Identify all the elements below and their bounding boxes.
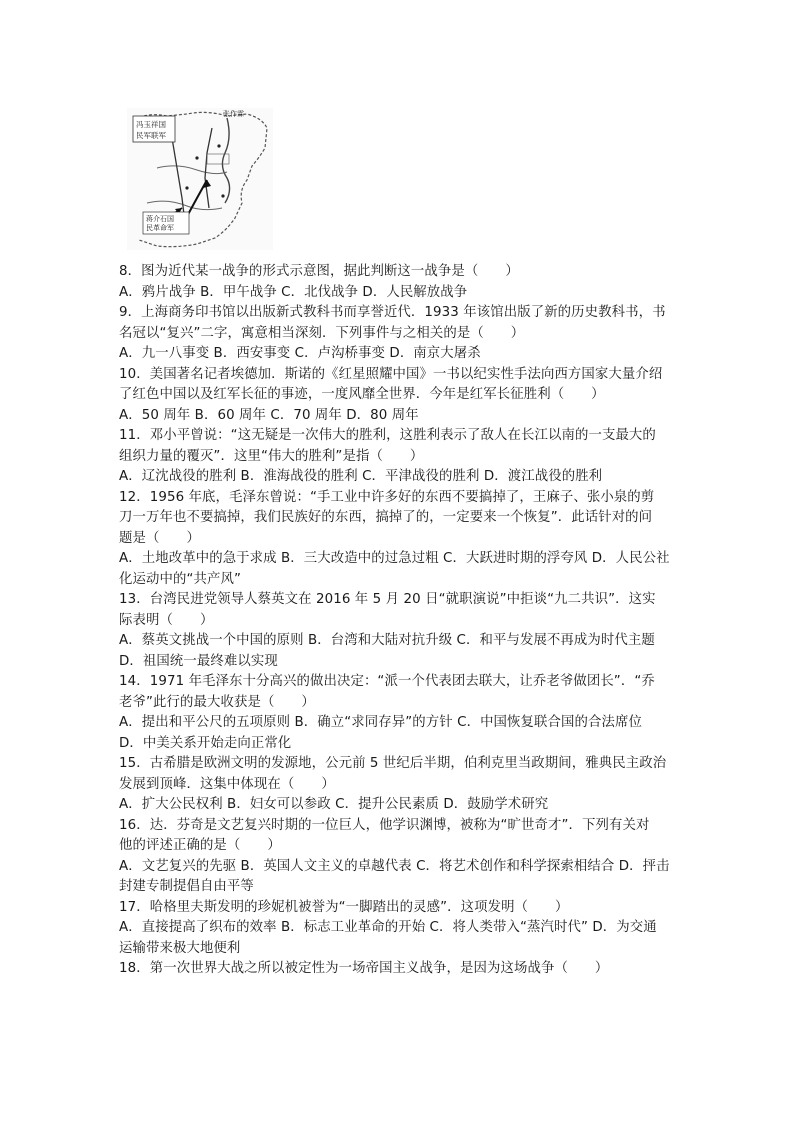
text-line: 12．1956 年底，毛泽东曾说：“手工业中许多好的东西不要搞掉了，王麻子、张小泉的剪 — [119, 489, 655, 505]
text-line: A．提出和平公尺的五项原则 B．确立“求同存异”的方针 C．中国恢复联合国的合法席位 — [119, 715, 642, 730]
text-line: 老爷”此行的最大收获是（ ） — [119, 694, 315, 710]
text-line: D．祖国统一最终难以实现 — [119, 653, 278, 669]
text-line: A．土地改革中的急于求成 B．三大改造中的过急过粗 C．大跃进时期的浮夸风 D．人民公社 — [119, 551, 670, 566]
text-line: A．九一八事变 B．西安事变 C．卢沟桥事变 D．南京大屠杀 — [119, 346, 481, 361]
text-line: 发展到顶峰．这集中体现在（ ） — [119, 776, 335, 792]
map-label-feng-2: 民军联军 — [136, 131, 166, 140]
text-line: 名冠以“复兴”二字，寓意相当深刻．下列事件与之相关的是（ ） — [119, 325, 525, 341]
text-line: 刀一万年也不要搞掉，我们民族好的东西，搞掉了的，一定要来一个恢复”．此话针对的问 — [119, 510, 653, 525]
text-line: 17．哈格里夫斯发明的珍妮机被誉为“一脚踏出的灵感”．这项发明（ ） — [119, 899, 569, 915]
text-line: A．蔡英文挑战一个中国的原则 B．台湾和大陆对抗升级 C．和平与发展不再成为时代主题 — [119, 633, 655, 648]
text-line: 8．图为近代某一战争的形式示意图，据此判断这一战争是（ ） — [119, 264, 519, 279]
text-line: 11．邓小平曾说：“这无疑是一次伟大的胜利，这胜利表示了敌人在长江以南的一支最大的 — [119, 428, 656, 443]
text-line: A．鸦片战争 B．甲午战争 C．北伐战争 D．人民解放战争 — [119, 284, 468, 300]
text-line: 9．上海商务印书馆以出版新式教科书而享誉近代．1933 年该馆出版了新的历史教科书，书 — [119, 305, 666, 320]
text-line: 他的评述正确的是（ ） — [119, 838, 281, 853]
text-line: A．扩大公民权利 B．妇女可以参政 C．提升公民素质 D．鼓励学术研究 — [119, 797, 549, 812]
text-line: A．直接提高了织布的效率 B．标志工业革命的开始 C．将人类带入“蒸汽时代” D．为交通 — [119, 920, 657, 935]
war-map-figure — [127, 108, 273, 250]
text-line: 10．美国著名记者埃德加．斯诺的《红星照耀中国》一书以纪实性手法向西方国家大量介绍 — [119, 366, 663, 382]
text-line: A．辽沈战役的胜利 B．淮海战役的胜利 C．平津战役的胜利 D．渡江战役的胜利 — [119, 469, 603, 484]
map-label-feng-1: 冯玉祥国 — [136, 120, 166, 129]
question-text-block — [119, 262, 679, 980]
text-line: 16．达．芬奇是文艺复兴时期的一位巨人，他学识渊博，被称为“旷世奇才”．下列有关对 — [119, 817, 650, 833]
text-line: 运输带来极大地便利 — [119, 940, 241, 956]
map-label-jiang-1: 蒋介石国 — [146, 215, 174, 223]
text-line: 化运动中的“共产风” — [119, 571, 241, 587]
text-line: 组织力量的覆灭”．这里“伟大的胜利”是指（ ） — [119, 448, 424, 464]
text-line: A．文艺复兴的先驱 B．英国人文主义的卓越代表 C．将艺术创作和科学探索相结合 D．抨击 — [119, 858, 670, 874]
text-line: 13．台湾民进党领导人蔡英文在 2016 年 5 月 20 日“就职演说”中拒谈“九二共识”．这实 — [119, 592, 656, 607]
text-line: 15．古希腊是欧洲文明的发源地，公元前 5 世纪后半期，伯利克里当政期间，雅典民主政治 — [119, 756, 667, 771]
text-line: 题是（ ） — [119, 530, 200, 546]
map-label-jiang-2: 民革命军 — [146, 224, 174, 232]
text-line: D．中美关系开始走向正常化 — [119, 735, 292, 751]
text-line: 18．第一次世界大战之所以被定性为一场帝国主义战争，是因为这场战争（ ） — [119, 961, 609, 976]
text-line: 了红色中国以及红军长征的事迹，一度风靡全世界．今年是红军长征胜利（ ） — [119, 387, 605, 402]
text-line: 封建专制提倡自由平等 — [119, 879, 254, 894]
text-line: 际表明（ ） — [119, 612, 214, 628]
text-line: A．50 周年 B．60 周年 C．70 周年 D．80 周年 — [119, 407, 419, 423]
text-line: 14．1971 年毛泽东十分高兴的做出决定：“派一个代表团去联大，让乔老爷做团长”．“乔 — [119, 674, 655, 689]
map-label-zhang: 张作霖 — [223, 110, 244, 118]
